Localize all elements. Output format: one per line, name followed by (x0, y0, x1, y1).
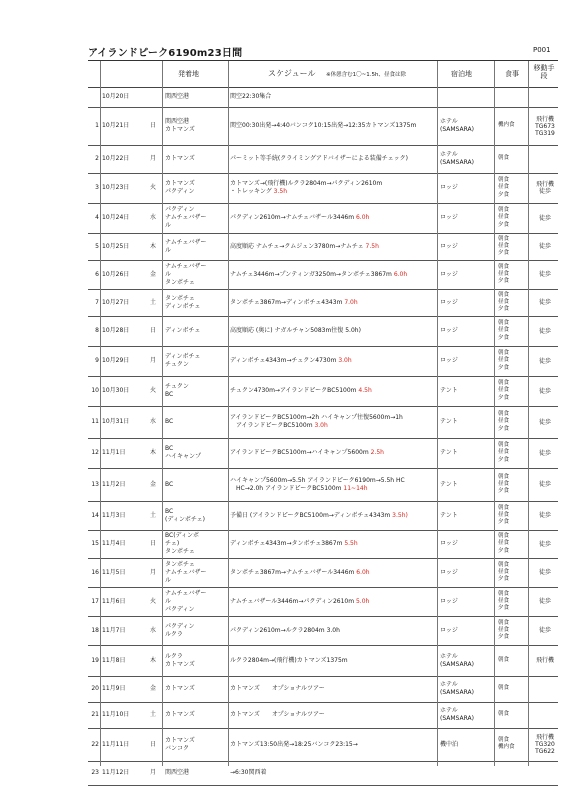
lodging-cell: ホテル (SAMSARA) (440, 151, 474, 166)
schedule-cell: ルクラ2804m→(飛行機)カトマンズ1375m (230, 656, 348, 664)
duration-highlight: 5.0h (354, 597, 370, 605)
date-cell: 11月1日 (102, 449, 126, 456)
meals-cell: 朝食 昼食 夕食 (498, 590, 510, 612)
page-number: P001 (533, 46, 551, 54)
place-cell: ルクラ カトマンズ (165, 652, 195, 668)
table-header (88, 61, 558, 88)
lodging-cell: 機中泊 (440, 740, 459, 748)
place-cell: 関西空港 (165, 769, 190, 776)
lodging-cell: ロッジ (440, 568, 458, 576)
day-number: 4 (95, 214, 99, 221)
duration-highlight: 3.5h (271, 188, 288, 195)
meals-cell: 朝食 昼食 夕食 (498, 473, 510, 495)
weekday-cell: 月 (150, 357, 157, 364)
schedule-cell: パーミット等手続(クライミングアドバイザーによる装備チェック) (230, 155, 408, 162)
place-cell: カトマンズ (165, 685, 195, 692)
schedule-cell: ナムチェバザール3446m→パクディン2610m 5.0h (230, 597, 370, 605)
weekday-cell: 火 (150, 387, 157, 394)
meals-cell: 朝食 昼食 夕食 (498, 504, 510, 526)
meals-cell: 朝食 (498, 711, 510, 718)
schedule-cell: アイランドピークBC5100m→ハイキャンプ5600m 2.5h (230, 449, 384, 456)
date-cell: 11月9日 (102, 685, 126, 692)
transport-cell: 徒歩 (538, 481, 551, 488)
transport-cell: 飛行機 TG673 TG319 (535, 115, 555, 137)
schedule-cell: チュクン4730m→アイランドピークBC5100m 4.5h (230, 387, 372, 394)
duration-highlight: 4.5h (356, 387, 372, 394)
transport-cell: 徒歩 (538, 449, 551, 457)
meals-cell: 機内食 (498, 122, 515, 129)
weekday-cell: 日 (150, 122, 157, 129)
meals-cell: 朝食 昼食 夕食 (498, 320, 510, 341)
schedule-cell: パクディン2610m→ナムチェバザール3446m 6.0h (230, 214, 370, 221)
meals-cell: 朝食 (498, 155, 510, 162)
schedule-cell: アイランドピークBC5100m→2h ハイキャンプ往復5600m→1h アイランドピークBC5100m 3.0h (230, 414, 403, 429)
transport-cell: 徒歩 (538, 271, 551, 278)
date-cell: 10月20日 (102, 93, 130, 100)
place-cell: ナムチェバザー ル タンボチェ (165, 262, 207, 286)
transport-cell: 徒歩 (538, 512, 551, 519)
itinerary-table (88, 60, 558, 776)
table-row (88, 587, 558, 617)
table-row (88, 233, 558, 261)
date-cell: 11月12日 (102, 769, 130, 776)
meals-cell: 朝食 昼食 夕食 (498, 207, 510, 228)
date-cell: 11月2日 (102, 480, 126, 488)
table-row (88, 316, 558, 347)
place-cell: カトマンズ (165, 711, 195, 718)
day-number: 12 (91, 449, 99, 456)
table-row (88, 702, 558, 729)
place-cell: カトマンズ (165, 155, 195, 162)
weekday-cell: 月 (150, 769, 157, 776)
place-cell: 関西空港 カトマンズ (165, 118, 195, 133)
weekday-cell: 火 (150, 184, 157, 191)
date-cell: 11月4日 (102, 540, 126, 547)
day-number: 21 (91, 711, 99, 718)
table-row (88, 376, 558, 407)
day-number: 6 (95, 270, 99, 278)
transport-cell: 飛行機 (535, 657, 554, 664)
date-cell: 11月3日 (102, 511, 126, 519)
table-row (88, 558, 558, 588)
lodging-cell: ロッジ (440, 270, 458, 278)
transport-cell: 飛行機 TG320 TG622 (535, 734, 555, 755)
weekday-cell: 木 (150, 242, 157, 250)
duration-highlight: 7.0h (342, 298, 358, 306)
table-row (88, 645, 558, 677)
table-row (88, 107, 558, 146)
lodging-cell: テント (440, 511, 458, 519)
duration-highlight: 6.0h (354, 568, 370, 576)
table-row (88, 761, 558, 786)
meals-cell: 朝食 昼食 夕食 (498, 177, 510, 198)
date-cell: 10月23日 (102, 184, 130, 191)
table-row (88, 145, 558, 174)
date-cell: 10月28日 (102, 327, 130, 334)
date-cell: 11月6日 (102, 597, 126, 605)
duration-highlight: 11~14h (341, 484, 368, 492)
meals-cell: 朝食 (498, 656, 510, 663)
day-number: 10 (91, 387, 99, 394)
lodging-cell: テント (440, 480, 458, 488)
lodging-cell: ロッジ (440, 540, 458, 547)
schedule-cell: カトマンズ オプショナルツアー (230, 685, 325, 692)
transport-cell: 徒歩 (538, 299, 551, 306)
day-number: 23 (91, 769, 99, 776)
weekday-cell: 日 (150, 327, 157, 334)
schedule-cell: 関空22:30集合 (230, 93, 272, 100)
duration-highlight: 6.0h (391, 270, 408, 278)
schedule-cell: ナムチェ3446m→プンティンガ3250m→タンボチェ3867m 6.0h (230, 270, 408, 278)
meals-cell: 朝食 (498, 685, 510, 692)
table-row (88, 530, 558, 559)
date-cell: 10月27日 (102, 298, 130, 306)
header-schedule: スケジュール (268, 69, 316, 78)
lodging-cell: ロッジ (440, 184, 458, 191)
place-cell: BC (165, 418, 174, 425)
place-cell: チュクン BC (165, 383, 189, 398)
weekday-cell: 水 (150, 418, 157, 425)
day-number: 14 (91, 511, 99, 519)
weekday-cell: 水 (150, 214, 157, 221)
header-place: 発着地 (178, 70, 199, 78)
day-number: 13 (91, 480, 99, 488)
table-row (88, 260, 558, 290)
duration-highlight: 5.5h (342, 540, 358, 547)
place-cell: ナムチェバザー ル パクディン (165, 589, 207, 613)
transport-cell: 徒歩 (538, 598, 551, 605)
weekday-cell: 金 (150, 480, 157, 488)
transport-cell: 徒歩 (538, 214, 551, 222)
day-number: 9 (95, 357, 99, 364)
day-number: 2 (95, 155, 99, 162)
weekday-cell: 木 (150, 656, 157, 664)
day-number: 7 (95, 298, 99, 306)
place-cell: 関西空港 (165, 93, 190, 100)
lodging-cell: ロッジ (440, 357, 458, 364)
schedule-cell: カトマンズ オプショナルツアー (230, 711, 325, 718)
date-cell: 10月25日 (102, 242, 130, 250)
place-cell: ディンボチェ チュクン (165, 353, 201, 368)
schedule-cell: カトマンズ→(飛行機)ルクラ2804m→パクディン2610m ・トレッキング 3.5h (230, 180, 383, 195)
place-cell: パクディン ルクラ (165, 622, 195, 638)
lodging-cell: ホテル (SAMSARA) (440, 118, 474, 133)
header-meals: 食事 (505, 70, 519, 78)
weekday-cell: 土 (150, 511, 157, 519)
place-cell: ナムチェバザー ル (165, 238, 207, 254)
day-number: 22 (91, 740, 99, 748)
date-cell: 11月10日 (102, 711, 130, 718)
transport-cell: 徒歩 (538, 357, 551, 365)
meals-cell: 朝食 昼食 夕食 (498, 263, 510, 285)
table-row (88, 87, 558, 108)
duration-highlight: 3.5h) (390, 511, 408, 519)
schedule-cell: ハイキャンプ5600m→5.5h アイランドピーク6190m→5.5h HC HC→2.0h アイランドピークBC5100m 11~14h (230, 476, 405, 492)
meals-cell: 朝食 昼食 夕食 (498, 235, 510, 257)
header-transport: 移動手段 (533, 64, 555, 80)
table-row (88, 289, 558, 317)
table-row (88, 501, 558, 531)
schedule-cell: 高度順応 ナムチェ→クムジュン3780m→ナムチェ 7.5h (230, 242, 379, 250)
lodging-cell: ロッジ (440, 327, 458, 334)
place-cell: カトマンズ パクディン (165, 180, 195, 195)
weekday-cell: 水 (150, 626, 157, 634)
lodging-cell: ロッジ (440, 597, 458, 605)
meals-cell: 朝食 昼食 夕食 (498, 619, 510, 641)
day-number: 8 (95, 327, 99, 334)
date-cell: 11月5日 (102, 568, 126, 576)
day-number: 17 (91, 597, 99, 605)
duration-highlight: 3.0h (312, 422, 328, 429)
transport-cell: 徒歩 (538, 387, 551, 395)
place-cell: タンボチェ ディンボチェ (165, 294, 201, 310)
place-cell: BC (ディンボチェ) (165, 507, 206, 523)
document-title: アイランドピーク6190m23日間 (88, 48, 243, 59)
day-number: 3 (95, 184, 99, 191)
duration-highlight: 6.0h (354, 214, 370, 221)
day-number: 20 (91, 685, 99, 692)
table-row (88, 676, 558, 703)
lodging-cell: テント (440, 449, 458, 456)
meals-cell: 朝食 昼食 夕食 (498, 291, 510, 313)
duration-highlight: 7.5h (363, 242, 379, 250)
date-cell: 10月26日 (102, 270, 130, 278)
day-number: 15 (91, 540, 99, 547)
lodging-cell: ロッジ (440, 214, 458, 221)
table-row (88, 346, 558, 377)
table-row (88, 406, 558, 439)
table-row (88, 468, 558, 502)
lodging-cell: ホテル (SAMSARA) (440, 681, 474, 696)
day-number: 18 (91, 626, 99, 634)
date-cell: 10月30日 (102, 387, 130, 394)
transport-cell: 飛行機 徒歩 (535, 181, 554, 195)
date-cell: 11月11日 (102, 740, 130, 748)
schedule-cell: →6:30関西着 (230, 769, 267, 776)
place-cell: BC (165, 480, 174, 488)
place-cell: BC ハイキャンプ (165, 445, 202, 460)
date-cell: 10月22日 (102, 155, 130, 162)
day-number: 19 (91, 656, 99, 664)
date-cell: 11月7日 (102, 626, 126, 634)
transport-cell: 徒歩 (538, 627, 551, 634)
place-cell: BC(ディンボ チェ) タンボチェ (165, 532, 200, 555)
date-cell: 10月24日 (102, 214, 130, 221)
weekday-cell: 火 (150, 597, 157, 605)
table-row (88, 438, 558, 469)
schedule-cell: 高度順応 (奥に) ナガルチャン5083m往復 5.0h) (230, 327, 361, 334)
meals-cell: 朝食 昼食 夕食 (498, 561, 510, 583)
weekday-cell: 日 (150, 540, 157, 547)
transport-cell: 徒歩 (538, 243, 551, 250)
schedule-cell: パクディン2610m→ルクラ2804m 3.0h (230, 626, 340, 634)
meals-cell: 朝食 昼食 夕食 (498, 442, 510, 463)
duration-highlight: 2.5h (368, 449, 384, 456)
meals-cell: 朝食 昼食 夕食 (498, 411, 510, 432)
header-lodging: 宿泊地 (451, 70, 472, 78)
place-cell: ディンボチェ (165, 327, 201, 334)
table-row (88, 203, 558, 234)
day-number: 11 (91, 418, 99, 425)
schedule-cell: タンボチェ3867m→ディンボチェ4343m 7.0h (230, 298, 358, 306)
transport-cell: 徒歩 (538, 540, 551, 548)
table-row (88, 616, 558, 646)
lodging-cell: ロッジ (440, 242, 458, 250)
weekday-cell: 土 (150, 711, 157, 718)
lodging-cell: ロッジ (440, 626, 458, 634)
day-number: 16 (91, 568, 99, 576)
weekday-cell: 日 (150, 740, 157, 748)
weekday-cell: 金 (150, 685, 157, 692)
schedule-cell: ディンボチェ4343m→タンボチェ3867m 5.5h (230, 540, 358, 547)
date-cell: 11月8日 (102, 656, 126, 664)
lodging-cell: ロッジ (440, 298, 458, 306)
lodging-cell: ホテル (SAMSARA) (440, 652, 474, 668)
schedule-cell: ディンボチェ4343m→チュクン4730m 3.0h (230, 357, 352, 364)
weekday-cell: 月 (150, 568, 157, 576)
header-note: ※休憩含む1〇~1.5h、昼食は除 (326, 72, 406, 78)
meals-cell: 朝食 昼食 夕食 (498, 533, 510, 554)
lodging-cell: テント (440, 418, 458, 425)
place-cell: カトマンズ バンコク (165, 736, 195, 752)
weekday-cell: 月 (150, 155, 157, 162)
schedule-cell: 関空00:30出発→4:40バンコク10:15出発→12:35カトマンズ1375m (230, 122, 417, 129)
schedule-cell: カトマンズ13:50出発→18:25バンコク23:15→ (230, 740, 358, 748)
table-row (88, 173, 558, 204)
transport-cell: 徒歩 (538, 327, 551, 335)
weekday-cell: 土 (150, 298, 157, 306)
duration-highlight: 3.0h (336, 357, 352, 364)
weekday-cell: 木 (150, 449, 157, 456)
date-cell: 10月29日 (102, 357, 130, 364)
meals-cell: 朝食 機内食 (498, 737, 515, 751)
meals-cell: 朝食 昼食 夕食 (498, 380, 510, 401)
date-cell: 10月21日 (102, 122, 130, 129)
place-cell: タンボチェ ナムチェバザー ル (165, 560, 207, 584)
transport-cell: 徒歩 (538, 418, 551, 426)
schedule-cell: 予備日 (アイランドピークBC5100m→ディンボチェ4343m 3.5h) (230, 511, 408, 519)
date-cell: 10月31日 (102, 418, 130, 425)
lodging-cell: ホテル (SAMSARA) (440, 707, 474, 722)
lodging-cell: テント (440, 387, 458, 394)
day-number: 1 (95, 122, 99, 129)
place-cell: パクディン ナムチェバザー ル (165, 206, 207, 229)
table-row (88, 728, 558, 762)
meals-cell: 朝食 昼食 夕食 (498, 350, 510, 371)
day-number: 5 (95, 242, 99, 250)
transport-cell: 徒歩 (538, 569, 551, 576)
schedule-cell: タンボチェ3867m→ナムチェバザール3446m 6.0h (230, 568, 370, 576)
weekday-cell: 金 (150, 270, 157, 278)
